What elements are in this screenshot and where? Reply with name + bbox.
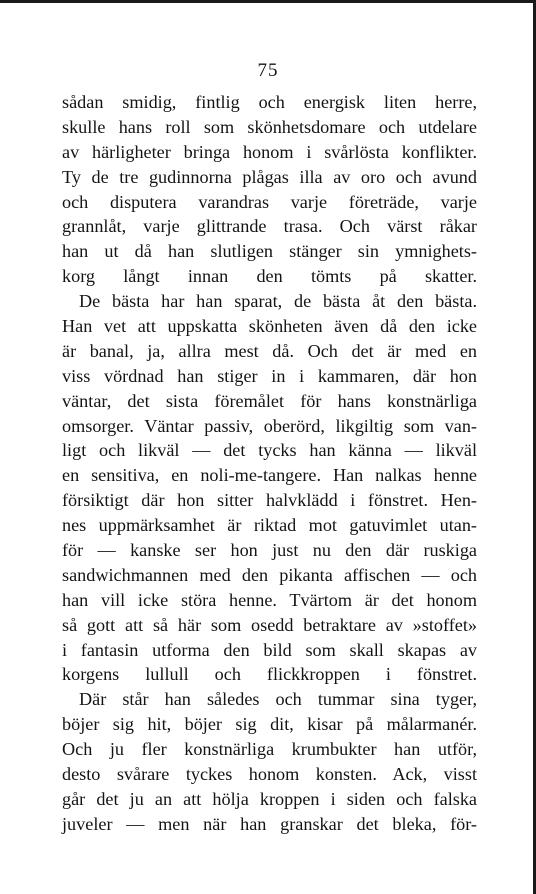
text-line: juveler — men när han granskar det bleka, för-: [62, 813, 477, 834]
paragraph-first-line: Där står han således och tummar sina tyger,: [79, 689, 477, 710]
text-line: Ty de tre gudinnorna plågas illa av oro och avund: [62, 166, 477, 187]
text-line: sådan smidig, fintlig och energisk liten herre,: [62, 92, 477, 112]
text-line: försiktigt där hon sitter halvklädd i fönstret. Hen-: [62, 490, 477, 511]
text-line: han ut då han slutligen stänger sin ymnighets-: [62, 241, 477, 262]
text-line: Han vet att uppskatta skönheten även då den icke: [62, 316, 477, 337]
paragraph-first-line: De bästa har han sparat, de bästa åt den bästa.: [79, 291, 477, 312]
text-line: han vill icke störa henne. Tvärtom är det honom: [62, 589, 477, 610]
text-line: viss vördnad han stiger in i kammaren, där hon: [62, 365, 477, 386]
text-line: så gott att så här som osedd betraktare av »stoffet»: [62, 614, 477, 635]
text-line: av härligheter bringa honom i svårlösta konflikter.: [62, 141, 477, 162]
text-line: korg långt innan den tömts på skatter.: [62, 266, 477, 287]
text-line: är banal, ja, allra mest då. Och det är med en: [62, 340, 477, 361]
text-line: böjer sig hit, böjer sig dit, kisar på målarmanér.: [62, 714, 477, 735]
text-line: nes uppmärksamhet är riktad mot gatuvimlet utan-: [62, 515, 477, 536]
page-number: 75: [257, 60, 279, 81]
text-line: desto svårare tyckes honom konsten. Ack, visst: [62, 764, 477, 785]
text-line: för — kanske ser hon just nu den där ruskiga: [62, 540, 477, 561]
text-line: en sensitiva, en noli-me-tangere. Han nalkas henne: [62, 465, 477, 486]
body-text: [62, 90, 477, 837]
text-line: och disputera varandras varje företräde, varje: [62, 191, 477, 212]
text-line: grannlåt, varje glittrande trasa. Och värst råkar: [62, 216, 477, 237]
text-line: går det ju an att hölja kroppen i siden och falska: [62, 788, 477, 809]
text-line: ligt och likväl — det tycks han känna — likväl: [62, 440, 477, 461]
page-top-border: [0, 0, 536, 3]
text-line: sandwichmannen med den pikanta affischen — och: [62, 564, 477, 585]
text-line: skulle hans roll som skönhetsdomare och utdelare: [62, 116, 477, 137]
text-line: i fantasin utforma den bild som skall skapas av: [62, 639, 477, 660]
text-line: korgens lullull och flickkroppen i fönstret.: [62, 664, 477, 685]
text-line: omsorger. Väntar passiv, oberörd, likgiltig som van-: [62, 415, 477, 436]
text-line: Och ju fler konstnärliga krumbukter han utför,: [62, 739, 477, 760]
text-line: väntar, det sista föremålet för hans konstnärliga: [62, 390, 477, 411]
